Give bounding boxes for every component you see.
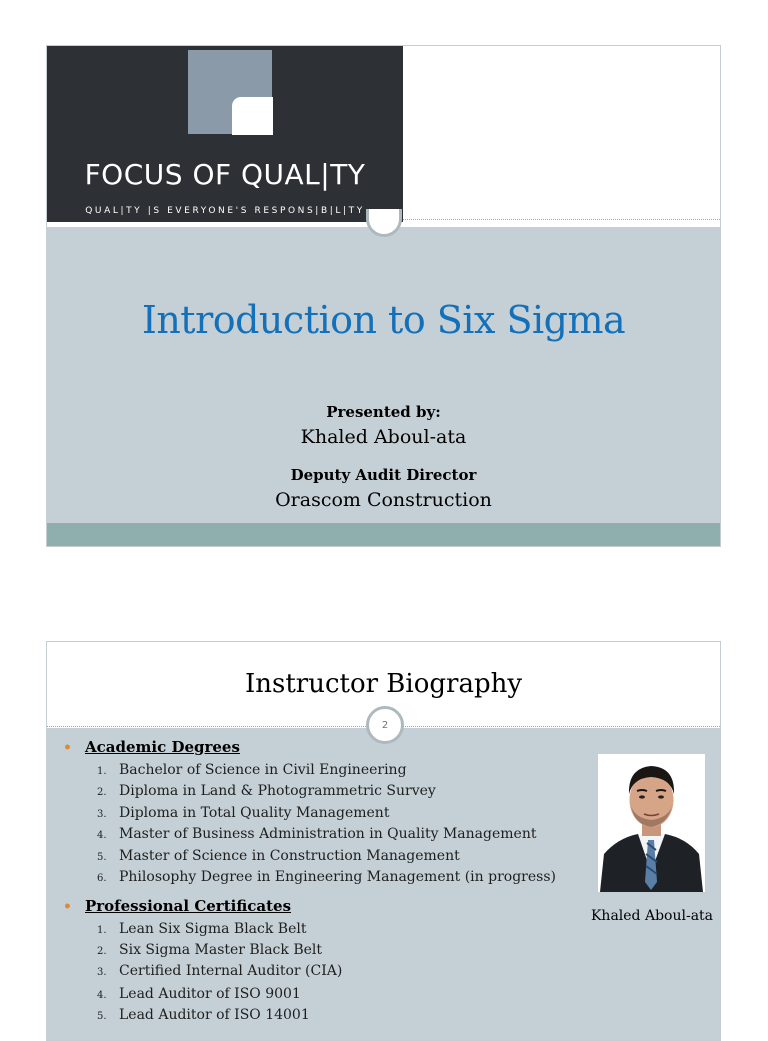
item-number: 3. [97, 967, 107, 978]
list-item [97, 986, 301, 1002]
presented-by-label: Presented by: [326, 403, 441, 421]
item-text: Philosophy Degree in Engineering Management (in progress) [119, 869, 556, 885]
item-text: Diploma in Land & Photogrammetric Survey [119, 783, 436, 799]
focus-of-quality-logo [47, 46, 403, 222]
list-item [97, 805, 389, 821]
slide-header [47, 46, 720, 227]
item-text: Master of Business Administration in Quality Management [119, 826, 537, 842]
list-item [97, 848, 460, 864]
bullet-icon: • [63, 740, 72, 756]
section-heading-text: Professional Certificates [85, 897, 292, 915]
slide-number-circle [366, 706, 404, 744]
photo-caption: Khaled Aboul-ata [590, 908, 714, 924]
presentation-title: Introduction to Six Sigma [141, 298, 626, 342]
item-text: Lean Six Sigma Black Belt [119, 921, 307, 937]
logo-mark-cutout [232, 97, 273, 135]
item-text: Master of Science in Construction Management [119, 848, 460, 864]
list-item [97, 826, 536, 842]
portrait-illustration [598, 754, 705, 892]
presenter-name: Khaled Aboul-ata [300, 426, 467, 448]
list-item [97, 783, 436, 799]
item-text: Six Sigma Master Black Belt [119, 942, 322, 958]
item-number: 2. [97, 946, 107, 957]
instructor-photo [598, 754, 705, 892]
section-heading-text: Academic Degrees [85, 738, 240, 756]
list-item [97, 963, 342, 979]
slide-footer-bar [47, 523, 720, 546]
slide-title: Instructor Biography [244, 669, 523, 699]
item-number: 2. [97, 787, 107, 798]
item-text: Lead Auditor of ISO 14001 [119, 1007, 310, 1023]
item-number: 4. [97, 990, 107, 1001]
biography-slide [46, 641, 721, 1041]
item-number: 6. [97, 873, 107, 884]
item-text: Diploma in Total Quality Management [119, 805, 390, 821]
list-item [97, 869, 556, 885]
presenter-role: Deputy Audit Director [290, 466, 477, 484]
item-text: Bachelor of Science in Civil Engineering [119, 762, 407, 778]
bullet-icon: • [63, 899, 72, 915]
logo-title: FOCUS OF QUAL|TY [84, 158, 366, 191]
list-item [97, 762, 407, 778]
slide-number-circle [366, 209, 402, 237]
item-number: 5. [97, 1011, 107, 1022]
list-item [97, 921, 306, 937]
slide-number: 2 [381, 719, 389, 731]
logo-tagline: QUAL|TY |S EVERYONE'S RESPONS|B|L|TY [85, 206, 365, 216]
item-text: Lead Auditor of ISO 9001 [119, 986, 301, 1002]
item-number: 1. [97, 925, 107, 936]
professional-certificates-heading [63, 897, 291, 915]
item-number: 5. [97, 852, 107, 863]
list-item [97, 942, 322, 958]
title-slide [46, 45, 721, 547]
item-number: 4. [97, 830, 107, 841]
item-number: 3. [97, 809, 107, 820]
academic-degrees-heading [63, 738, 240, 756]
presenter-company: Orascom Construction [275, 489, 492, 511]
item-text: Certified Internal Auditor (CIA) [119, 963, 343, 979]
list-item [97, 1007, 310, 1023]
item-number: 1. [97, 766, 107, 777]
